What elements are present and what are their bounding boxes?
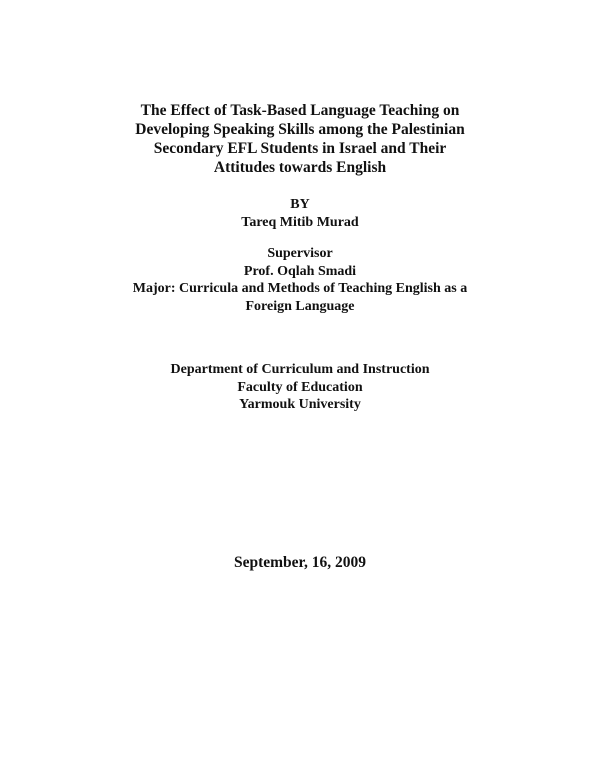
submission-date (0, 553, 600, 572)
supervisor-block (0, 245, 600, 315)
date-text: September, 16, 2009 (233, 554, 367, 571)
institution-block (0, 361, 600, 414)
thesis-title (0, 101, 600, 177)
faculty-name: Faculty of Education (237, 379, 363, 395)
major-line: Major: Curricula and Methods of Teaching English as a (132, 281, 468, 296)
author-name: Tareq Mitib Murad (241, 215, 359, 230)
supervisor-label: Supervisor (267, 246, 333, 261)
department-name: Department of Curriculum and Instruction (170, 362, 430, 377)
author-block (0, 196, 600, 232)
supervisor-name: Prof. Oqlah Smadi (243, 263, 357, 279)
by-label: BY (290, 197, 310, 212)
title-line: Attitudes towards English (213, 159, 387, 176)
major-line: Foreign Language (245, 298, 355, 314)
title-line: The Effect of Task-Based Language Teaching on (140, 102, 460, 119)
title-line: Secondary EFL Students in Israel and Their (153, 140, 447, 157)
title-line: Developing Speaking Skills among the Palestinian (135, 121, 465, 138)
university-name: Yarmouk University (239, 397, 361, 412)
